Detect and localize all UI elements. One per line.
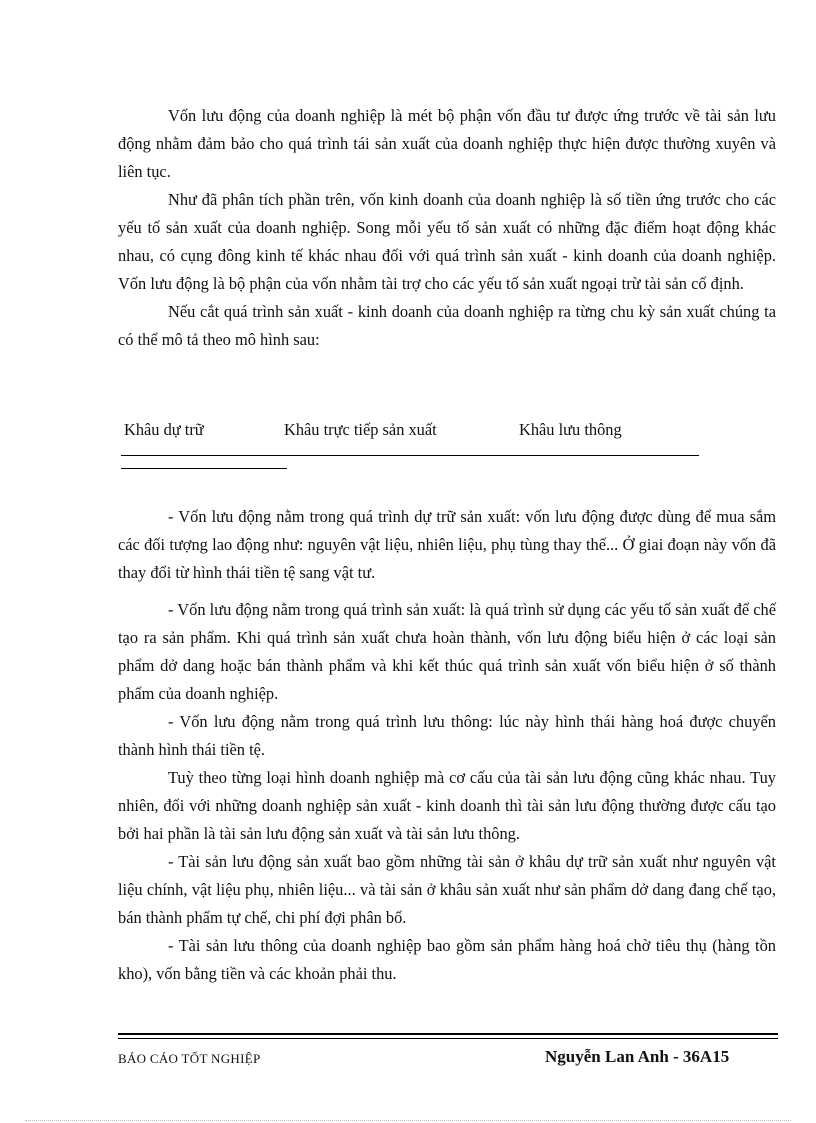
footer-rule-thin <box>118 1038 778 1039</box>
footer-report-title: BÁO CÁO TỐT NGHIỆP <box>118 1051 261 1066</box>
production-cycle-diagram <box>118 418 718 478</box>
paragraph-asset-structure: Tuỳ theo từng loại hình doanh nghiệp mà cơ cấu của tài sản lưu động cũng khác nhau. Tuy nhiên, đối với những doanh nghiệp sản xuất - kinh doanh thì tài sản lưu động thường được cấu tạo bởi hai phần là tài sản lưu động sản xuất và tài sản lưu thông. <box>118 768 776 843</box>
stage-reserve-label: Khâu dự trữ <box>124 420 204 439</box>
paragraph-business-capital: Như đã phân tích phần trên, vốn kinh doanh của doanh nghiệp là số tiền ứng trước cho các yếu tố sản xuất của doanh nghiệp. Song mỗi yếu tố sản xuất có những đặc điểm hoạt động khác nhau, có cụng đông kinh tế khác nhau đối với quá trình sản xuất - kinh doanh của doanh nghiệp. Vốn lưu động là bộ phận của vốn nhằm tài trợ cho các yếu tố sản xuất ngoại trừ tài sản cố định. <box>118 190 776 293</box>
body-text-bottom <box>118 503 776 988</box>
paragraph-production-cycle-intro: Nếu cắt quá trình sản xuất - kinh doanh của doanh nghiệp ra từng chu kỳ sản xuất chúng ta có thể mô tả theo mô hình sau: <box>118 302 776 349</box>
body-text-top <box>118 102 776 354</box>
paragraph-circulation-assets: - Tài sản lưu thông của doanh nghiệp bao gồm sản phẩm hàng hoá chờ tiêu thụ (hàng tồn kho), vốn bằng tiền và các khoản phải thu. <box>118 936 776 983</box>
footer-author: Nguyễn Lan Anh - 36A15 <box>545 1047 730 1066</box>
footer-rule-thick <box>118 1033 778 1035</box>
paragraph-production-stage: - Vốn lưu động nằm trong quá trình sản xuất: là quá trình sử dụng các yếu tố sản xuất để chế tạo ra sản phẩm. Khi quá trình sản xuất chưa hoàn thành, vốn lưu động biểu hiện ở các loại sản phẩm dở dang hoặc bán thành phẩm và khi kết thúc quá trình sản xuất vốn biểu hiện ở số thành phẩm của doanh nghiệp. <box>118 600 776 703</box>
diagram-underline-short <box>121 468 287 469</box>
paragraph-circulation-stage: - Vốn lưu động nằm trong quá trình lưu thông: lúc này hình thái hàng hoá được chuyển thành hình thái tiền tệ. <box>118 712 776 759</box>
paragraph-working-capital-definition: Vốn lưu động của doanh nghiệp là mét bộ phận vốn đầu tư được ứng trước về tài sản lưu động nhằm đảm bảo cho quá trình tái sản xuất của doanh nghiệp thực hiện được thường xuyên và liên tục. <box>118 106 776 181</box>
stage-circulation-label: Khâu lưu thông <box>519 420 622 439</box>
page-bottom-dotted-border <box>25 1120 791 1121</box>
stage-production-label: Khâu trực tiếp sản xuất <box>284 420 437 439</box>
paragraph-reserve-stage: - Vốn lưu động nằm trong quá trình dự trữ sản xuất: vốn lưu động được dùng để mua sắm các đối tượng lao động như: nguyên vật liệu, nhiên liệu, phụ tùng thay thế... Ở giai đoạn này vốn đã thay đổi từ hình thái tiền tệ sang vật tư. <box>118 507 776 582</box>
diagram-underline-long <box>121 455 699 456</box>
paragraph-production-assets: - Tài sản lưu động sản xuất bao gồm những tài sản ở khâu dự trữ sản xuất như nguyên vật liệu chính, vật liệu phụ, nhiên liệu... và tài sản ở khâu sản xuất như sản phẩm dở dang đang chế tạo, bán thành phẩm tự chế, chi phí đợi phân bổ. <box>118 852 776 927</box>
